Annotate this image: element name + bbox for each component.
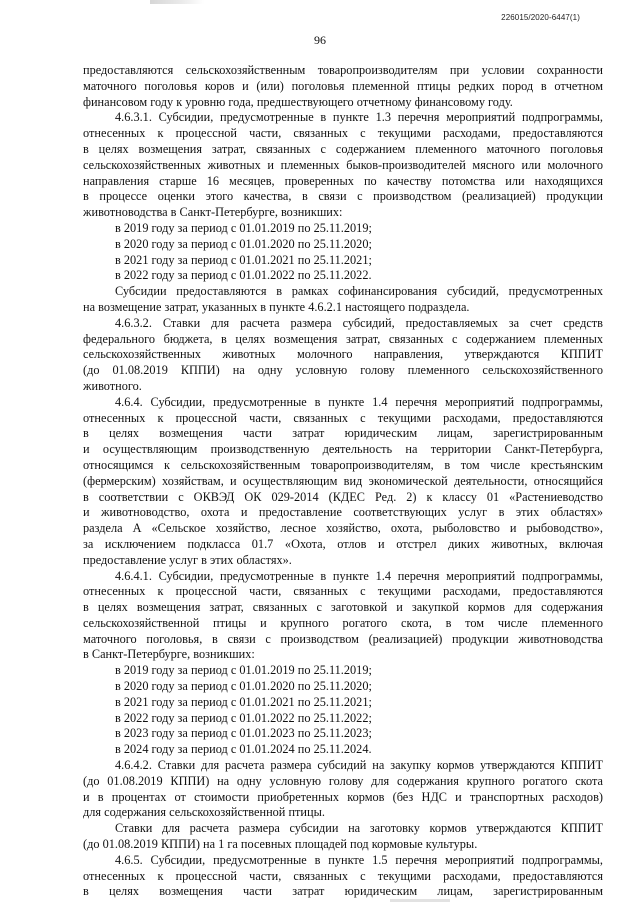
scan-artifact bbox=[390, 899, 450, 902]
text-line: в 2020 году за период с 01.01.2020 по 25.11.2020; bbox=[115, 679, 372, 694]
text-line: животноводства в Санкт-Петербурге, возникших: bbox=[83, 205, 343, 220]
text-line: Субсидии предоставляются в рамках софинансирования субсидий, предусмотренных bbox=[115, 284, 603, 299]
document-id: 226015/2020-6447(1) bbox=[501, 13, 580, 22]
text-line: на возмещение затрат, указанных в пункте 4.6.2.1 настоящего подраздела. bbox=[83, 299, 470, 314]
text-line: отнесенных к процессной части, связанных с текущими расходами, предоставляются bbox=[83, 126, 603, 141]
text-line: в 2022 году за период с 01.01.2022 по 25.11.2022. bbox=[115, 268, 372, 283]
text-line: 4.6.5. Субсидии, предусмотренные в пункте 1.5 перечня мероприятий подпрограммы, bbox=[115, 852, 603, 867]
text-line: в 2021 году за период с 01.01.2021 по 25.11.2021; bbox=[115, 252, 372, 267]
text-line: маточного поголовья, в связи с производством (реализацией) продукции животноводства bbox=[83, 631, 603, 646]
text-line: сельскохозяйственных животных и племенных быков-производителей мясного или молочного bbox=[83, 157, 603, 172]
text-line: в 2023 году за период с 01.01.2023 по 25.11.2023; bbox=[115, 726, 372, 741]
text-line: Ставки для расчета размера субсидии на заготовку кормов утверждаются КППИТ bbox=[115, 821, 603, 836]
text-line: отнесенных к процессной части, связанных с текущими расходами, предоставляются bbox=[83, 584, 603, 599]
text-line: отнесенных к процессной части, связанных с текущими расходами, предоставляются bbox=[83, 410, 603, 425]
page-number: 96 bbox=[314, 33, 326, 47]
text-line: в Санкт-Петербурге, возникших: bbox=[83, 647, 255, 662]
text-line: 4.6.3.1. Субсидии, предусмотренные в пункте 1.3 перечня мероприятий подпрограммы, bbox=[115, 110, 603, 125]
text-line: в соответствии с ОКВЭД ОК 029-2014 (КДЕС Ред. 2) к классу 01 «Растениеводство bbox=[83, 489, 603, 504]
text-line: (до 01.08.2019 КППИ) на одну условную голову племенного сельскохозяйственного bbox=[83, 363, 603, 378]
text-line: и в процентах от стоимости приобретенных кормов (без НДС и транспортных расходов) bbox=[83, 789, 603, 804]
text-line: финансовом году к уровню года, предшествующего отчетному финансовому году. bbox=[83, 94, 513, 109]
text-line: предоставляются сельскохозяйственным товаропроизводителям при условии сохранности bbox=[83, 63, 603, 77]
text-line: раздела А «Сельское хозяйство, лесное хозяйство, охота, рыболовство и рыбоводство», bbox=[83, 521, 603, 536]
text-line: в 2022 году за период с 01.01.2022 по 25.11.2022; bbox=[115, 710, 372, 725]
text-line: 4.6.3.2. Ставки для расчета размера субсидий, предоставляемых за счет средств bbox=[115, 315, 603, 330]
text-line: сельскохозяйственной птицы и крупного рогатого скота, в том числе племенного bbox=[83, 615, 603, 630]
text-line: и осуществляющим производственную деятельность на территории Санкт-Петербурга, bbox=[83, 442, 603, 457]
text-line: в 2020 году за период с 01.01.2020 по 25.11.2020; bbox=[115, 236, 372, 251]
text-line: в процессе оценки этого качества, в связи с производством (реализацией) продукции bbox=[83, 189, 603, 204]
text-line: 4.6.4. Субсидии, предусмотренные в пункте 1.4 перечня мероприятий подпрограммы, bbox=[115, 394, 603, 409]
text-line: маточного поголовья коров и (или) поголовья племенной птицы редких пород в отчетном bbox=[83, 78, 603, 93]
text-line: отнесенных к процессной части, связанных с текущими расходами, предоставляются bbox=[83, 868, 603, 883]
text-line: за исключением подкласса 01.7 «Охота, отлов и отстрел диких животных, включая bbox=[83, 536, 603, 551]
text-line: в 2019 году за период с 01.01.2019 по 25.11.2019; bbox=[115, 663, 372, 678]
text-line: (до 01.08.2019 КППИ) на одну условную голову для содержания крупного рогатого скота bbox=[83, 773, 603, 788]
text-line: в 2019 году за период с 01.01.2019 по 25.11.2019; bbox=[115, 220, 372, 235]
text-line: животного. bbox=[83, 378, 142, 393]
text-line: для содержания сельскохозяйственной птицы. bbox=[83, 805, 325, 820]
text-line: в целях возмещения затрат, связанных с содержанием племенного маточного поголовья bbox=[83, 141, 603, 156]
text-line: (до 01.08.2019 КППИ) на 1 га посевных площадей под кормовые культуры. bbox=[83, 837, 478, 852]
text-line: 4.6.4.1. Субсидии, предусмотренные в пункте 1.4 перечня мероприятий подпрограммы, bbox=[115, 568, 603, 583]
text-line: в целях возмещения части затрат юридическим лицам, зарегистрированным bbox=[83, 884, 603, 899]
document-body bbox=[83, 63, 603, 900]
text-line: федерального бюджета, в целях возмещения затрат, связанных с содержанием племенных bbox=[83, 331, 603, 346]
text-line: сельскохозяйственных животных молочного направления, утверждаются КППИТ bbox=[83, 347, 603, 362]
scan-artifact bbox=[150, 0, 204, 4]
text-line: в 2024 году за период с 01.01.2024 по 25.11.2024. bbox=[115, 742, 372, 757]
text-line: предоставление услуг в этих областях». bbox=[83, 552, 292, 567]
text-line: в целях возмещения части затрат юридическим лицам, зарегистрированным bbox=[83, 426, 603, 441]
text-line: направления старше 16 месяцев, проверенных по качеству потомства или находящихся bbox=[83, 173, 603, 188]
text-line: (фермерским) хозяйствам, и осуществляющим вид экономической деятельности, относящийся bbox=[83, 473, 603, 488]
text-line: в 2021 году за период с 01.01.2021 по 25.11.2021; bbox=[115, 694, 372, 709]
text-line: в целях возмещения затрат, связанных с заготовкой и закупкой кормов для содержания bbox=[83, 600, 603, 615]
text-line: 4.6.4.2. Ставки для расчета размера субсидий на закупку кормов утверждаются КППИТ bbox=[115, 758, 603, 773]
text-line: и животноводство, охота и предоставление соответствующих услуг в этих областях» bbox=[83, 505, 603, 520]
text-line: относящимся к сельскохозяйственным товаропроизводителям, в том числе крестьянским bbox=[83, 457, 603, 472]
